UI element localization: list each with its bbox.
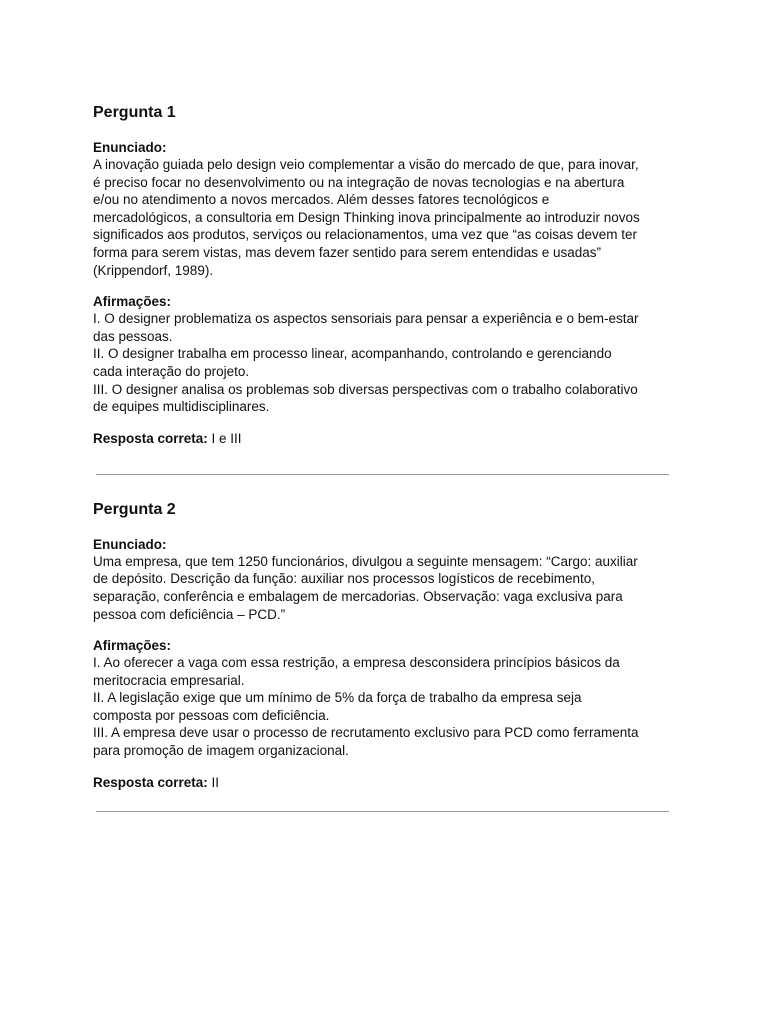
question-title: Pergunta 2 xyxy=(93,500,176,518)
afirmacoes-label: Afirmações: xyxy=(93,294,172,310)
text-line: e/ou no atendimento a novos mercados. Além desses fatores tecnológicos e xyxy=(93,192,550,208)
text-line: cada interação do projeto. xyxy=(93,363,250,379)
answer-value: I e III xyxy=(207,430,242,446)
text-line: pessoa com deficiência – PCD.” xyxy=(93,606,286,622)
answer-label: Resposta correta: xyxy=(93,774,208,790)
question-1 xyxy=(93,103,671,475)
text-line: III. O designer analisa os problemas sob diversas perspectivas com o trabalho colaborativo xyxy=(93,381,638,397)
answer-value: II xyxy=(207,774,220,790)
text-line: Uma empresa, que tem 1250 funcionários, divulgou a seguinte mensagem: “Cargo: auxiliar xyxy=(93,553,638,569)
enunciado-label: Enunciado: xyxy=(93,140,167,155)
text-line: I. Ao oferecer a vaga com essa restrição, a empresa desconsidera princípios básicos da xyxy=(93,655,620,671)
correct-answer xyxy=(93,774,671,791)
enunciado-section xyxy=(93,536,671,623)
text-line: meritocracia empresarial. xyxy=(93,672,245,688)
divider xyxy=(96,811,669,812)
text-line: III. A empresa deve usar o processo de recrutamento exclusivo para PCD como ferramenta xyxy=(93,725,639,741)
enunciado-section xyxy=(93,139,671,279)
divider xyxy=(96,474,669,475)
correct-answer xyxy=(93,430,671,447)
text-line: II. O designer trabalha em processo linear, acompanhando, controlando e gerenciando xyxy=(93,346,612,362)
text-line: para promoção de imagem organizacional. xyxy=(93,743,349,759)
text-line: (Krippendorf, 1989). xyxy=(93,262,214,278)
afirmacoes-text xyxy=(93,310,671,416)
enunciado-text xyxy=(93,156,671,279)
document-page xyxy=(93,103,671,812)
text-line: das pessoas. xyxy=(93,328,173,344)
text-line: de equipes multidisciplinares. xyxy=(93,399,270,415)
text-line: mercadológicos, a consultoria em Design Thinking inova principalmente ao introduzir novos xyxy=(93,209,640,225)
afirmacoes-label: Afirmações: xyxy=(93,638,172,654)
afirmacoes-section xyxy=(93,293,671,416)
enunciado-text xyxy=(93,553,671,623)
question-title: Pergunta 1 xyxy=(93,104,176,121)
text-line: de depósito. Descrição da função: auxiliar nos processos logísticos de recebimento, xyxy=(93,571,596,587)
text-line: II. A legislação exige que um mínimo de 5% da força de trabalho da empresa seja xyxy=(93,690,582,706)
enunciado-label: Enunciado: xyxy=(93,536,167,552)
text-line: é preciso focar no desenvolvimento ou na integração de novas tecnologias e na abertura xyxy=(93,174,625,190)
text-line: composta por pessoas com deficiência. xyxy=(93,707,330,723)
text-line: forma para serem vistas, mas devem fazer sentido para serem entendidas e usadas” xyxy=(93,244,601,260)
text-line: significados aos produtos, serviços ou relacionamentos, uma vez que “as coisas devem ter xyxy=(93,227,638,243)
afirmacoes-section xyxy=(93,637,671,760)
question-2 xyxy=(93,500,671,812)
text-line: A inovação guiada pelo design veio complementar a visão do mercado de que, para inovar, xyxy=(93,157,639,172)
text-line: I. O designer problematiza os aspectos sensoriais para pensar a experiência e o bem-estar xyxy=(93,311,639,327)
answer-label: Resposta correta: xyxy=(93,430,208,446)
text-line: separação, conferência e embalagem de mercadorias. Observação: vaga exclusiva para xyxy=(93,588,623,604)
afirmacoes-text xyxy=(93,654,671,760)
